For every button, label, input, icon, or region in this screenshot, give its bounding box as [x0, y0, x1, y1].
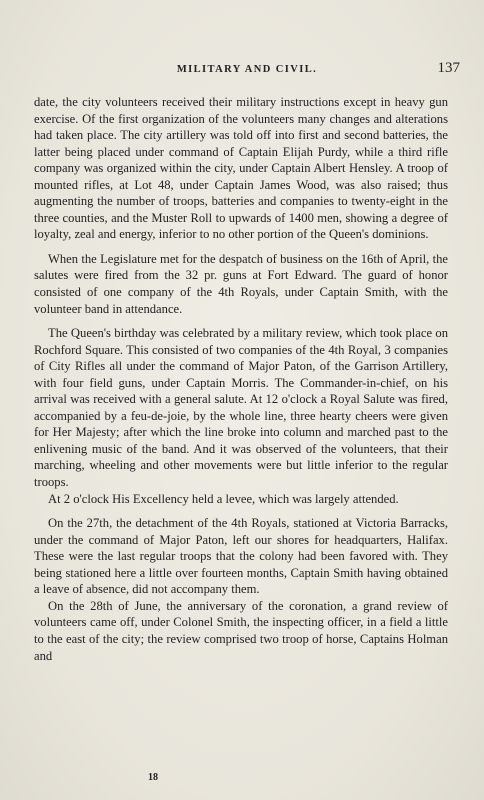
paragraph: date, the city volunteers received their military instructions except in heavy gun exercise. Of the first organization of the volunteers many changes and alterations had taken place. The city artillery was told off into first and second batteries, the latter being placed under command of Captain Elijah Purdy, while a third rifle company was organized within the city, under Captain Albert Hensley. A troop of mounted rifles, at Lot 48, under Captain James Wood, was also raised; thus augmenting the number of troops, batteries and companies to twenty-eight in the three counties, and the Muster Roll to upwards of 1400 men, showing a degree of loyalty, zeal and energy, inferior to no other portion of the Queen's dominions. [34, 95, 448, 242]
signature-mark: 18 [148, 772, 158, 783]
page-number: 137 [437, 60, 460, 76]
paragraph: The Queen's birthday was celebrated by a military review, which took place on Rochford Square. This consisted of two companies of the 4th Royal, 3 companies of City Rifles all under the command of Major Paton, of the Garrison Artillery, with four field guns, under Captain Morris. The Commander-in-chief, on his arrival was received with a general salute. At 12 o'clock a Royal Salute was fired, accompanied by a feu-de-joie, by the whole line, three hearty cheers were given for Her Majesty; after which the line broke into column and marched past to the enlivening music of the band. And it was observed of the volunteers, that their marching, wheeling and other movements were but little inferior to the regular troops. [34, 326, 448, 490]
paragraph: On the 27th, the detachment of the 4th Royals, stationed at Victoria Barracks, under the command of Major Paton, left our shores for headquarters, Halifax. These were the last regular troops that the colony had been favored with. They being stationed here a little over fourteen months, Captain Smith having obtained a leave of absence, did not accompany them. [34, 516, 448, 597]
paragraph: When the Legislature met for the despatch of business on the 16th of April, the salutes were fired from the 32 pr. guns at Fort Edward. The guard of honor consisted of one company of the 4th Royals, under Captain Smith, with the volunteer band in attendance. [34, 251, 448, 316]
page-header [34, 60, 460, 84]
paragraph: At 2 o'clock His Excellency held a levee, which was largely attended. [48, 491, 399, 506]
running-head: MILITARY AND CIVIL. [176, 64, 318, 75]
body-text [34, 94, 448, 664]
paragraph: On the 28th of June, the anniversary of the coronation, a grand review of volunteers came off, under Colonel Smith, the inspecting officer, in a field a little to the east of the city; the review comprised two troop of horse, Captains Holman and [34, 598, 448, 663]
